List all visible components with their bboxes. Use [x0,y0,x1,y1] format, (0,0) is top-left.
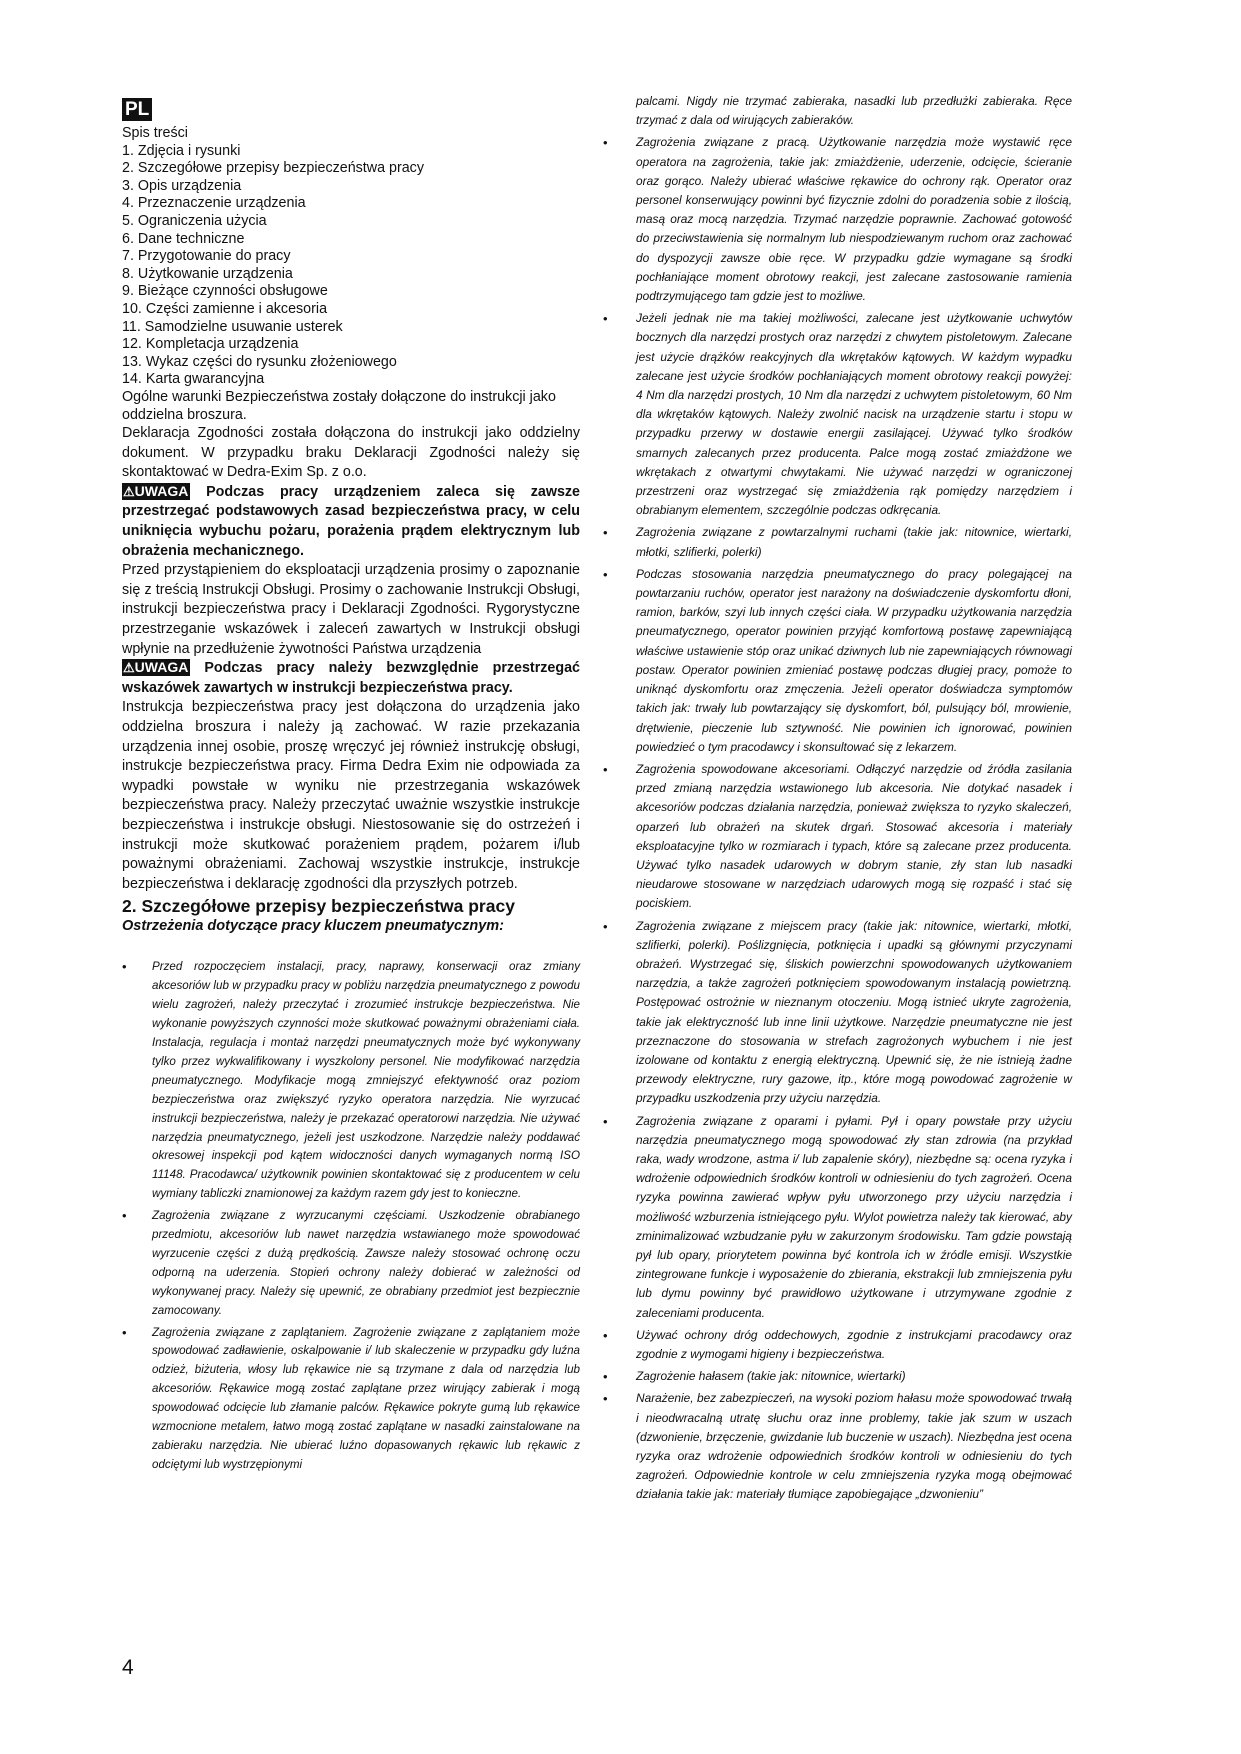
warning-block-2 [122,659,580,698]
warning-label: UWAGA [134,482,189,499]
left-bullet-list [122,958,580,1474]
page-number: 4 [122,1656,134,1679]
toc-list [122,143,580,389]
list-item: • Jeżeli jednak nie ma takiej możliwości, zalecane jest użytkowanie uchwytów bocznych dla narzędzi prostych oraz narzędzi z chwytem pistoletowym. Zalecane jest użycie drążków reakcyjnych dla wkrętaków kątowych. W każdym wypadku zalecane jest użycie środków pochłaniających moment obrotowy reakcji powyżej: 4 Nm dla narzędzi prostych, 10 Nm dla narzędzi z uchwytem pistoletowym, 60 Nm dla wkrętaków kątowych. Należy zwolnić nacisk na urządzenie startu i stopu w przypadku przerwy w dostawie energii zasilającej. Używać tylko środków smarnych zalecanych przez producenta. Palce mogą zostać zmiażdżone we wkrętakach z otwartymi chwytakami. Nie używać narzędzi w ograniczonej przestrzeni oraz wystrzegać się zmiażdżenia rąk pomiędzy narzędziem i obrabianym elementem, szczególnie podczas odkręcania. [606,309,1072,520]
general-safety-note: Ogólne warunki Bezpieczeństwa zostały dołączone do instrukcji jako oddzielna broszura. [122,388,556,423]
warning-2-text: Instrukcja bezpieczeństwa pracy jest dołączona do urządzenia jako oddzielna broszura i należy ją zachować. W razie przekazania urządzenia innej osobie, proszę wręczyć jej również instrukcję obsługi, instrukcje bezpieczeństwa pracy. Firma Dedra Exim nie odpowiada za wypadki powstałe w wyniku nie przestrzegania wskazówek bezpieczeństwa pracy. Należy przeczytać uważnie wszystkie instrukcje bezpieczeństwa i instrukcje obsługi. Niestosowanie się do ostrzeżeń i instrukcji może skutkować porażeniem prądem, pożarem i/lub poważnymi obrażeniami. Zachowaj wszystkie instrukcje, instrukcje bezpieczeństwa i deklarację zgodności dla przyszłych potrzeb. [122,699,580,892]
list-item: • Podczas stosowania narzędzia pneumatycznego do pracy polegającej na powtarzaniu ruchów, operator jest narażony na doświadczenie dyskomfortu dłoni, ramion, barków, szyi lub innych części ciała. W przypadku użytkowania narzędzia pneumatycznego, operator powinien przyjąć komfortową postawę zapewniającą właściwe ustawienie stóp oraz unikać dziwnych lub nie zapewniających równowagi postaw. Operator powinien zmieniać postawę podczas długiej pracy, pomoże to uniknąć dyskomfortu oraz zmęczenia. Jeżeli operator doświadcza symptomów takich jak: trwały lub powtarzający się dyskomfort, ból, pulsujący ból, mrowienie, drętwienie, pieczenie lub sztywność. Nie powinien ich ignorować, powinien powiedzieć o tym pracodawcy i skonsultować się z lekarzem. [606,565,1072,757]
list-item: • Zagrożenia związane z miejscem pracy (takie jak: nitownice, wiertarki, młotki, szlifierki, polerki). Poślizgnięcia, potknięcia i upadki są głównymi przyczynami obrażeń. Wystrzegać się, śliskich powierzchni spowodowanych użytkowaniem narzędzia, a także zagrożeń potknięciem spowodowanym instalacją powietrzną. Postępować ostrożnie w nieznanym otoczeniu. Mogą istnieć ukryte zagrożenia, takie jak elektryczność lub inne linii użytkowe. Narzędzie pneumatyczne nie jest przeznaczone do stosowania w strefach zagrożonych wybuchem i nie jest izolowane od kontaktu z energią elektryczną. Upewnić się, że nie istnieją żadne przewody elektryczne, rury gazowe, itp., które mogą powodować zagrożenie w przypadku uszkodzenia przy użyciu narzędzia. [606,917,1072,1109]
warning-1-bold: Podczas pracy urządzeniem zaleca się zawsze przestrzegać podstawowych zasad bezpieczeństwa pracy, w celu uniknięcia wybuchu pożaru, porażenia prądem elektrycznym lub obrażenia mechanicznego. [122,483,580,559]
warning-label: UWAGA [134,659,189,676]
list-item: • Narażenie, bez zabezpieczeń, na wysoki poziom hałasu może spowodować trwałą i nieodwracalną utratę słuchu oraz inne problemy, takie jak szum w uszach (dzwonienie, brzęczenie, gwizdanie lub buczenie w uszach). Niezbędna jest ocena ryzyka oraz wdrożenie odpowiednich środków kontroli w odniesieniu do tych zagrożeń. Odpowiednie kontrole w celu zmniejszenia ryzyka mogą obejmować działania takie jak: materiały tłumiące zapobiegające „dzwonieniu” [606,1389,1072,1504]
list-item-continuation: palcami. Nigdy nie trzymać zabieraka, nasadki lub przedłużki zabieraka. Ręce trzymać z dala od wirujących zabieraków. [636,94,1072,128]
left-column [122,98,580,1478]
toc-item[interactable]: 8. Użytkowanie urządzenia [122,265,293,282]
language-badge: PL [122,98,152,121]
toc-title: Spis treści [122,125,188,141]
list-item: • Przed rozpoczęciem instalacji, pracy, naprawy, konserwacji oraz zmiany akcesoriów lub w przypadku pracy w pobliżu narzędzia pneumatycznego z powodu wielu zagrożeń, należy przeczytać i zrozumieć instrukcje bezpieczeństwa. Nie wykonanie powyższych czynności może skutkować poważnymi obrażeniami ciała. Instalacja, regulacja i montaż narzędzi pneumatycznych może być wykonywany tylko przez wykwalifikowany i wyszkolony personel. Nie modyfikować narzędzia pneumatycznego. Modyfikacje mogą zmniejszyć efektywność oraz poziom bezpieczeństwa oraz zwiększyć ryzyko operatora narzędzia. Nie wyrzucać instrukcji bezpieczeństwa, należy je przekazać operatorowi narzędzia. Nie używać narzędzia pneumatycznego, jeżeli jest uszkodzone. Narzędzie należy poddawać okresowej inspekcji pod kątem widoczności danych wymaganych normą ISO 11148. Pracodawca/ użytkownik powinien skontaktować się z producentem w celu wymiany tabliczki znamionowej za każdym razem gdy jest to konieczne. [122,958,580,1204]
toc-item[interactable]: 3. Opis urządzenia [122,177,242,194]
toc-item[interactable]: 4. Przeznaczenie urządzenia [122,195,306,212]
warning-triangle-icon: ⚠ [123,483,135,499]
toc-item[interactable]: 9. Bieżące czynności obsługowe [122,283,328,300]
list-item: • Zagrożenia związane z wyrzucanymi częściami. Uszkodzenie obrabianego przedmiotu, akcesoriów lub nawet narzędzia wstawianego może spowodować wyrzucenie części z dużą prędkością. Zawsze należy stosować ochronę oczu odporną na uderzenia. Stopień ochrony należy dobierać w zależności od wykonywanej pracy. Należy się upewnić, ze obrabiany przedmiot jest bezpiecznie zamocowany. [122,1207,580,1320]
toc-item[interactable]: 2. Szczegółowe przepisy bezpieczeństwa pracy [122,160,424,177]
right-column [606,92,1072,1508]
toc-item[interactable]: 14. Karta gwarancyjna [122,371,265,388]
list-item: • Zagrożenia związane z pracą. Użytkowanie narzędzia może wystawić ręce operatora na zagrożenia, takie jak: zmiażdżenie, uderzenie, odcięcie, ścieranie oraz gorąco. Należy ubierać właściwe rękawice do ochrony rąk. Operator oraz personel konserwujący powinni być fizycznie zdolni do poradzenia sobie z ilością, masą oraz mocą narzędzia. Trzymać narzędzie poprawnie. Zachować gotowość do przeciwstawienia się normalnym lub niespodziewanym ruchom oraz zachować do dyspozycji zawsze obie ręce. W przypadku gdzie wymagane są środki pochłaniające moment obrotowy reakcji, jest zalecane zastosowanie ramienia podtrzymującego tam gdzie jest to możliwe. [606,133,1072,306]
warning-block-1 [122,483,580,561]
toc-item[interactable]: 13. Wykaz części do rysunku złożeniowego [122,353,397,370]
toc-item[interactable]: 7. Przygotowanie do pracy [122,248,291,265]
warning-badge [122,659,190,676]
list-item: • Zagrożenia spowodowane akcesoriami. Odłączyć narzędzie od źródła zasilania przed zmianą narzędzia wstawionego lub akcesoria. Nie dotykać nasadek i akcesoriów podczas działania narzędzia, ponieważ zwiększa to ryzyko skaleczeń, oparzeń lub obrażeń na skutek drgań. Stosować akcesoria i materiały eksploatacyjne tylko w rozmiarach i typach, które są zalecane przez producenta. Używać tylko nasadek udarowych w dobrym stanie, zły stan lub nasadki nieudarowe stosowane w narzędziach udarowych mogą się rozpaść i stać się pociskiem. [606,760,1072,914]
toc-item[interactable]: 11. Samodzielne usuwanie usterek [122,318,343,335]
toc-item[interactable]: 5. Ograniczenia użycia [122,212,267,229]
right-bullet-list [606,92,1072,1505]
list-item: • Zagrożenia związane z zaplątaniem. Zagrożenie związane z zaplątaniem może spowodować zadławienie, oskalpowanie i/ lub skaleczenie w przypadku gdy luźna odzież, biżuteria, włosy lub rękawice nie są trzymane z dala od narzędzia lub akcesoriów. Rękawice mogą zostać zaplątane przez wirujący zabierak i mogą spowodować odcięcie lub złamanie palców. Rękawice pokryte gumą lub rękawice wzmocnione metalem, łatwo mogą zostać zaplątane w nasadki zainstalowane na zabieraku narzędzia. Nie ubierać luźno dopasowanych rękawic lub rękawic z odciętymi lub wystrzępionymi [122,1324,580,1475]
warning-badge [122,483,190,500]
section-2-subtitle: Ostrzeżenia dotyczące pracy kluczem pneumatycznym: [122,918,504,935]
list-item: • Zagrożenie hałasem (takie jak: nitownice, wiertarki) [606,1367,1072,1386]
warning-triangle-icon: ⚠ [123,660,135,676]
list-item: • Zagrożenia związane z powtarzalnymi ruchami (takie jak: nitownice, wiertarki, młotki, szlifierki, polerki) [606,523,1072,561]
toc-item[interactable]: 1. Zdjęcia i rysunki [122,142,241,159]
warning-2-bold: Podczas pracy należy bezwzględnie przestrzegać wskazówek zawartych w instrukcji bezpieczeństwa pracy. [122,660,580,696]
declaration-note: Deklaracja Zgodności została dołączona do instrukcji jako oddzielny dokument. W przypadku braku Deklaracji Zgodności należy się skontaktować w Dedra-Exim Sp. z o.o. [122,425,580,481]
list-item: • Zagrożenia związane z oparami i pyłami. Pył i opary powstałe przy użyciu narzędzia pneumatycznego mogą spowodować zły stan zdrowia (na przykład raka, wady wrodzone, astma i/ lub zapalenie skóry), niezbędne są: ocena ryzyka i wdrożenie odpowiednich środków kontroli w odniesieniu do tych zagrożeń. Ocena ryzyka powinna zawierać wpływ pyłu utworzonego przy użyciu narzędzia i możliwość wzburzenia istniejącego pyłu. Wylot powietrza należy tak kierować, aby zminimalizować wzbudzanie pyłu w zakurzonym środowisku. Tam gdzie powstają pył lub opary, priorytetem powinna być kontrola ich w źródle emisji. Wszystkie zintegrowane funkcje i wyposażenie do zbierania, ekstrakcji lub zmniejszenia pyłu lub dymu powinny być prawidłowo użytkowane i utrzymywane zgodnie z zaleceniami producenta. [606,1112,1072,1323]
section-2-title: 2. Szczegółowe przepisy bezpieczeństwa pracy [122,896,515,917]
toc-item[interactable]: 12. Kompletacja urządzenia [122,336,299,353]
list-item: • Używać ochrony dróg oddechowych, zgodnie z instrukcjami pracodawcy oraz zgodnie z wymogami higieny i bezpieczeństwa. [606,1326,1072,1364]
warning-1-text: Przed przystąpieniem do eksploatacji urządzenia prosimy o zapoznanie się z treścią Instrukcji Obsługi. Prosimy o zachowanie Instrukcji Obsługi, instrukcji bezpieczeństwa pracy i Deklaracji Zgodności. Rygorystyczne przestrzeganie wskazówek i zaleceń zawartych w Instrukcji obsługi wpłynie na przedłużenie żywotności Państwa urządzenia [122,562,580,657]
toc-item[interactable]: 6. Dane techniczne [122,230,245,247]
toc-item[interactable]: 10. Części zamienne i akcesoria [122,300,328,317]
